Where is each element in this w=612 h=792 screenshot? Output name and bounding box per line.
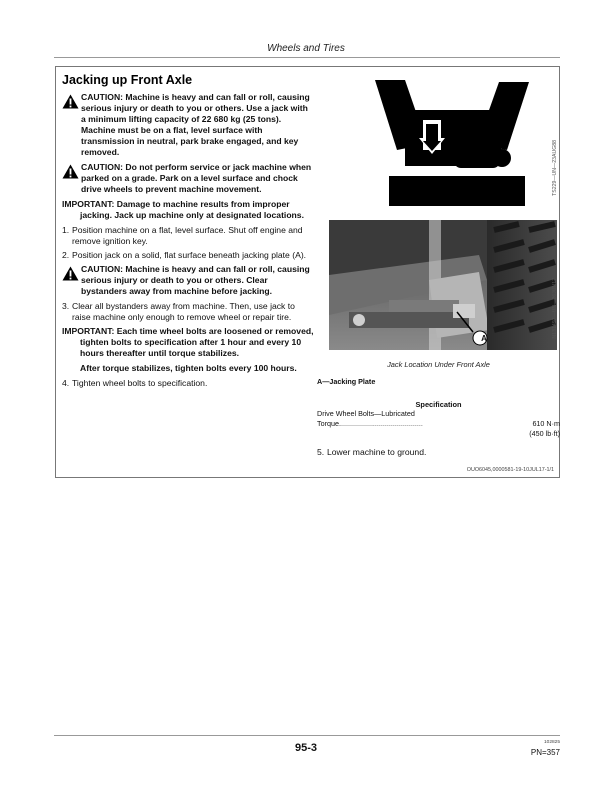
step-text: Clear all bystanders away from machine. Then, use jack to raise machine only enough to remove wheel or repair tire.: [72, 301, 295, 322]
warning-triangle-icon: [62, 94, 79, 109]
caution-block-2: [62, 162, 314, 195]
figure-1-code: TS229—UN—23AUG88: [552, 140, 558, 196]
step-5: [317, 447, 560, 458]
jack-location-photo: [329, 220, 557, 350]
step-number: 3.: [62, 301, 70, 311]
specification-item: Drive Wheel Bolts—Lubricated: [317, 409, 415, 418]
warning-triangle-icon: [62, 164, 79, 179]
crush-hazard-figure: [317, 80, 560, 208]
step-number: 4.: [62, 378, 70, 388]
specification-heading: Specification: [415, 400, 462, 409]
caution-text-1: CAUTION: Machine is heavy and can fall or roll, causing serious injury or death to you or others. Use a jack with a minimum lifting capacity of 22 680 kg (25 tons). Machine must be on a flat, level surface with transmission in neutral, park brake engaged, and key removed.: [81, 92, 310, 157]
left-column: [62, 73, 314, 392]
caution-text-2: CAUTION: Do not perform service or jack machine when parked on a grade. Park on a level surface and chock drive wheels to prevent machine movement.: [81, 162, 312, 194]
right-column: [317, 80, 560, 461]
crush-hazard-pictogram-icon: [357, 80, 557, 208]
warning-triangle-icon: [62, 266, 79, 281]
important-note-2: IMPORTANT: Each time wheel bolts are loosened or removed, tighten bolts to specification after 1 hour and every 10 hours thereafter until torque stabilizes.: [62, 326, 314, 358]
specification-param: Torque.: [317, 419, 341, 428]
step-4: [62, 378, 314, 389]
specification-leader: .........................................: [340, 419, 423, 428]
caution-text-3: CAUTION: Machine is heavy and can fall or roll, causing serious injury or death to you or others. Clear bystanders away from machine before jacking.: [81, 264, 310, 296]
caution-block-3: [62, 264, 314, 297]
document-id: OUO6045,0000581-19-10JUL17-1/1: [466, 467, 554, 473]
step-text: Lower machine to ground.: [327, 447, 427, 457]
jack-location-figure: [317, 220, 560, 352]
step-1: [62, 225, 314, 247]
step-text: Position jack on a solid, flat surface beneath jacking plate (A).: [72, 250, 307, 260]
step-text: Position machine on a flat, level surface. Shut off engine and remove ignition key.: [72, 225, 303, 246]
callout-a-letter: A: [481, 334, 487, 343]
step-number: 1.: [62, 225, 70, 235]
footer-rule: [54, 735, 560, 736]
step-text: Tighten wheel bolts to specification.: [72, 378, 208, 388]
specification-row: [317, 419, 560, 429]
specification-value: 610 N·m: [532, 419, 560, 428]
footer-pn: PN=357: [530, 748, 560, 757]
footer-code: 102825: [543, 740, 560, 745]
page-number: 95-3: [294, 742, 318, 754]
specification-alt-value: (450 lb·ft): [529, 429, 560, 438]
header-rule: [54, 57, 560, 58]
important-note-1: IMPORTANT: Damage to machine results from improper jacking. Jack up machine only at designated locations.: [62, 199, 304, 220]
section-title: Jacking up Front Axle: [62, 73, 193, 87]
figure-2-caption: Jack Location Under Front Axle: [387, 360, 490, 369]
callout-label-a: A—Jacking Plate: [317, 377, 376, 386]
important-note-2-followup: After torque stabilizes, tighten bolts every 100 hours.: [80, 363, 297, 373]
page-header-title: Wheels and Tires: [267, 43, 345, 54]
step-2: [62, 250, 314, 261]
figure-2-code: N131497—UN—26JUN17: [552, 278, 558, 339]
step-number: 5.: [317, 447, 325, 457]
caution-block-1: [62, 92, 314, 158]
step-3: [62, 301, 314, 323]
step-number: 2.: [62, 250, 70, 260]
